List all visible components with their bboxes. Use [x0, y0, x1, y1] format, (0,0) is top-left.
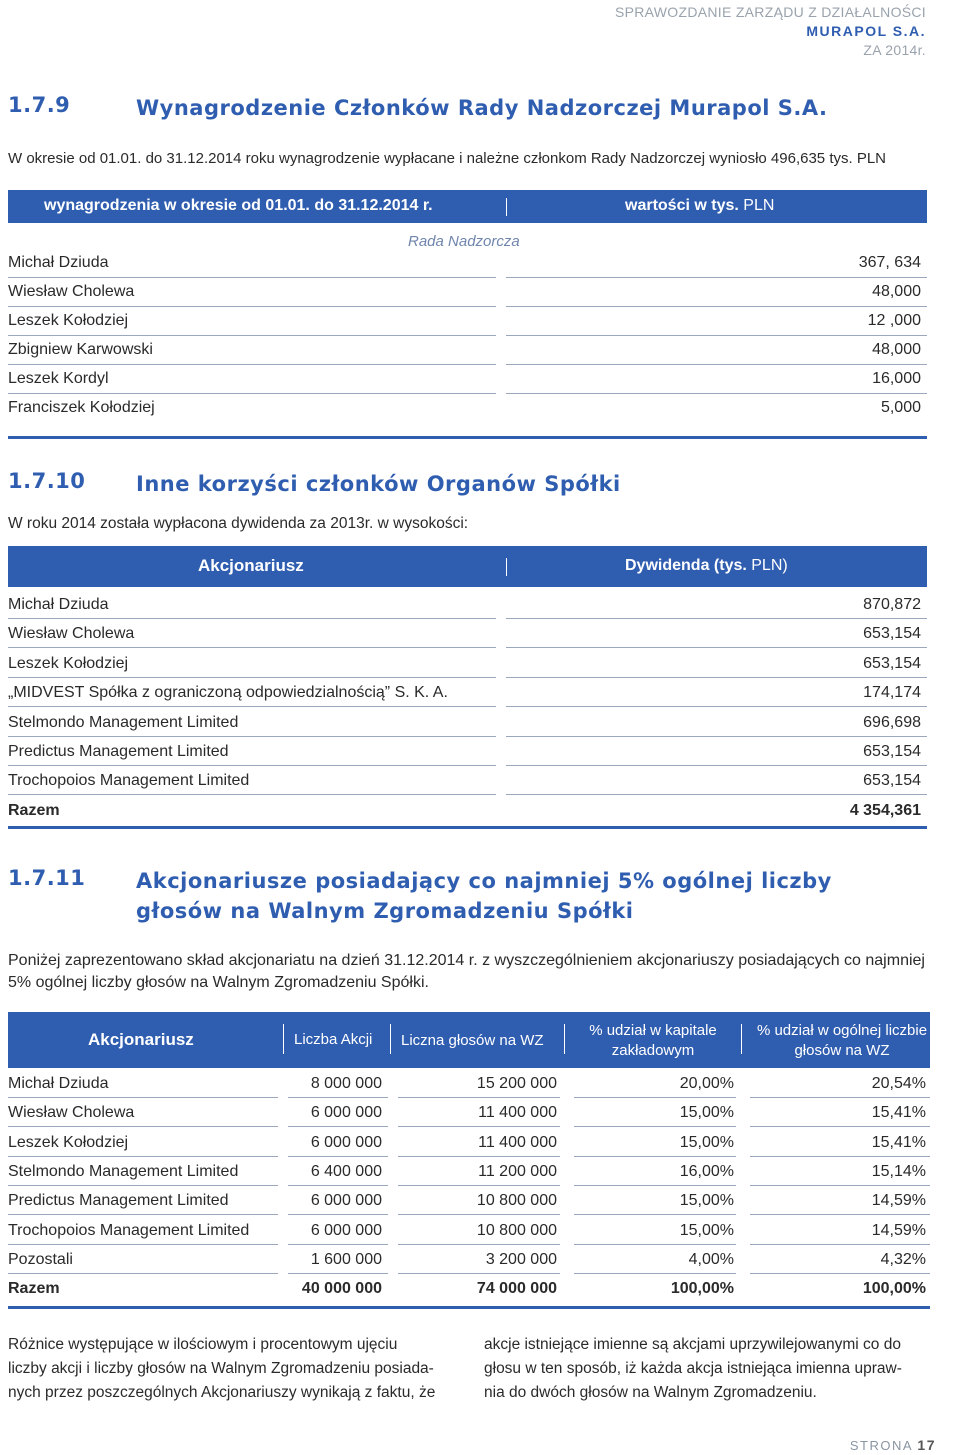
row-divider [398, 1126, 560, 1127]
table-header-bar [8, 546, 927, 587]
col-header-capital-share: % udział w kapitale zakładowym [589, 1022, 717, 1059]
capital-share-cell: 100,00% [670, 1280, 734, 1297]
shares-cell: 1 600 000 [310, 1251, 382, 1268]
col-header-vote-share: % udział w ogólnej liczbie głosów na WZ [756, 1022, 928, 1059]
vote-share-cell: 15,41% [871, 1104, 926, 1121]
remuneration-value: 16,000 [872, 370, 921, 387]
row-divider [750, 1214, 930, 1215]
note-right-column [484, 1333, 944, 1405]
dividend-table [8, 546, 927, 829]
section-intro-1711: Poniżej zaprezentowano skład akcjonariatu na dzień 31.12.2014 r. z wyszczególnieniem akcjonariuszy posiadających co najmniej 5% ogólnej liczby głosów na Walnym Zgromadzeniu Spółki. [8, 952, 925, 991]
company-name: MURAPOL S.A. [806, 23, 926, 39]
dividend-value: 870,872 [863, 596, 921, 613]
shareholder-name: Predictus Management Limited [8, 1192, 229, 1209]
shareholder-name: Leszek Kołodziej [8, 1134, 129, 1151]
capital-share-cell: 15,00% [679, 1134, 734, 1151]
header-dividend: Dywidenda (tys. PLN) [625, 557, 788, 574]
shareholder-name: Predictus Management Limited [8, 743, 229, 760]
shares-cell: 6 000 000 [310, 1134, 382, 1151]
row-divider [506, 647, 927, 648]
table-row [8, 1186, 930, 1215]
section-number: 1.7.9 [8, 93, 71, 117]
table-row [8, 248, 921, 277]
header-shareholder: Akcjonariusz [198, 556, 304, 575]
votes-cell: 74 000 000 [476, 1280, 557, 1297]
note-line: Różnice występujące w ilościowym i procentowym ujęciu [8, 1336, 398, 1353]
table-row [8, 335, 921, 364]
page-footer [850, 1437, 936, 1453]
shares-cell: 6 400 000 [310, 1163, 382, 1180]
remuneration-value: 48,000 [872, 341, 921, 358]
vote-share-cell: 15,14% [871, 1163, 926, 1180]
row-divider [8, 647, 496, 648]
row-divider [8, 794, 496, 795]
col-header-shareholder: Akcjonariusz [88, 1030, 194, 1049]
capital-share-cell: 4,00% [688, 1251, 734, 1268]
shares-cell: 40 000 000 [301, 1280, 382, 1297]
table-row [8, 619, 921, 648]
header-divider [506, 558, 507, 576]
report-year: ZA 2014r. [863, 42, 926, 58]
table-row [8, 1245, 930, 1274]
remuneration-value: 367, 634 [858, 254, 921, 271]
col-header-shares: Liczba Akcji [294, 1031, 373, 1048]
shareholder-name: Michał Dziuda [8, 596, 109, 613]
note-line: akcje istniejące imienne są akcjami uprzywilejowanymi co do [484, 1336, 901, 1353]
table-row [8, 1069, 930, 1098]
note-line: nych przez poszczególnych Akcjonariuszy wynikają z faktu, że [8, 1384, 436, 1401]
total-row [8, 796, 921, 825]
table-row [8, 678, 921, 707]
votes-cell: 10 800 000 [476, 1222, 557, 1239]
page-number: 17 [917, 1437, 936, 1453]
note-left-column [8, 1333, 458, 1405]
table-row [8, 277, 921, 306]
header-period: wynagrodzenia w okresie od 01.01. do 31.12.2014 r. [44, 197, 433, 214]
shareholder-name: Stelmondo Management Limited [8, 714, 239, 731]
table-row [8, 1157, 930, 1186]
section-heading-1711 [8, 866, 908, 930]
vote-share-cell: 15,41% [871, 1134, 926, 1151]
vote-share-cell: 4,32% [880, 1251, 926, 1268]
member-name: Wiesław Cholewa [8, 283, 135, 300]
col-header-votes: Liczna głosów na WZ [401, 1032, 544, 1049]
votes-cell: 11 200 000 [478, 1163, 557, 1180]
board-remuneration-table [8, 190, 927, 439]
member-name: Zbigniew Karwowski [8, 341, 153, 358]
dividend-value: 653,154 [863, 625, 921, 642]
note-line: głosu w ten sposób, iż każda akcja istniejąca imienna upraw- [484, 1360, 902, 1377]
member-name: Michał Dziuda [8, 254, 109, 271]
shareholders-table [8, 1012, 930, 1309]
table-row [8, 306, 921, 335]
section-number: 1.7.10 [8, 469, 86, 493]
table-row [8, 1128, 930, 1157]
note-line: liczby akcji i liczby głosów na Walnym Zgromadzeniu posiada- [8, 1360, 434, 1377]
shareholder-name: Stelmondo Management Limited [8, 1163, 239, 1180]
member-name: Leszek Kołodziej [8, 312, 129, 329]
section-title: Akcjonariusze posiadający co najmniej 5% ogólnej liczby głosów na Walnym Zgromadzeniu Spółki [136, 869, 832, 923]
vote-share-cell: 14,59% [871, 1192, 926, 1209]
row-divider [8, 1126, 278, 1127]
shareholder-name: Michał Dziuda [8, 1075, 109, 1092]
section-number: 1.7.11 [8, 866, 86, 890]
vote-share-cell: 20,54% [871, 1075, 926, 1092]
remuneration-value: 12 ,000 [867, 312, 921, 329]
shares-cell: 6 000 000 [310, 1104, 382, 1121]
total-row [8, 1274, 930, 1303]
col-divider [564, 1024, 565, 1054]
row-divider [288, 1126, 388, 1127]
capital-share-cell: 15,00% [679, 1192, 734, 1209]
table-row [8, 1216, 930, 1245]
shareholder-name: Pozostali [8, 1251, 73, 1268]
table-header-bar [8, 1012, 930, 1068]
remuneration-value: 5,000 [880, 399, 921, 416]
votes-cell: 11 400 000 [478, 1134, 557, 1151]
shareholder-name: Wiesław Cholewa [8, 625, 135, 642]
report-header [615, 3, 926, 60]
section-intro-179: W okresie od 01.01. do 31.12.2014 roku wynagrodzenie wypłacane i należne członkom Rady Nadzorczej wyniosło 496,635 tys. PLN [8, 150, 886, 167]
row-divider [398, 1214, 560, 1215]
section-heading-179 [8, 93, 908, 125]
table-row [8, 649, 921, 678]
capital-share-cell: 16,00% [679, 1163, 734, 1180]
row-divider [8, 1214, 278, 1215]
shareholder-name: Trochopoios Management Limited [8, 1222, 250, 1239]
table-row [8, 364, 921, 393]
col-divider [390, 1024, 391, 1054]
section-title: Inne korzyści członków Organów Spółki [136, 472, 621, 496]
row-divider [574, 1214, 736, 1215]
row-divider [506, 794, 927, 795]
capital-share-cell: 20,00% [679, 1075, 734, 1092]
vote-share-cell: 14,59% [871, 1222, 926, 1239]
dividend-value: 696,698 [863, 714, 921, 731]
dividend-value: 4 354,361 [849, 802, 921, 819]
shareholder-name: Razem [8, 1280, 60, 1297]
section-heading-1710 [8, 469, 908, 501]
capital-share-cell: 15,00% [679, 1222, 734, 1239]
row-divider [506, 706, 927, 707]
col-divider [741, 1024, 742, 1054]
table-row [8, 1098, 930, 1127]
votes-cell: 10 800 000 [476, 1192, 557, 1209]
capital-share-cell: 15,00% [679, 1104, 734, 1121]
row-divider [750, 1126, 930, 1127]
row-divider [288, 1214, 388, 1215]
section-title: Wynagrodzenie Członków Rady Nadzorczej Murapol S.A. [136, 96, 828, 120]
shares-cell: 8 000 000 [310, 1075, 382, 1092]
dividend-value: 653,154 [863, 655, 921, 672]
votes-cell: 3 200 000 [485, 1251, 557, 1268]
table-row [8, 393, 921, 422]
member-name: Franciszek Kołodziej [8, 399, 155, 416]
shareholder-name: „MIDVEST Spółka z ograniczoną odpowiedzialnością” S. K. A. [8, 684, 448, 701]
remuneration-value: 48,000 [872, 283, 921, 300]
member-name: Leszek Kordyl [8, 370, 109, 387]
shareholder-name: Razem [8, 802, 60, 819]
section-intro-1710: W roku 2014 została wypłacona dywidenda za 2013r. w wysokości: [8, 515, 469, 532]
votes-cell: 15 200 000 [476, 1075, 557, 1092]
table-header-bar [8, 190, 927, 223]
table-row [8, 590, 921, 619]
table-row [8, 737, 921, 766]
votes-cell: 11 400 000 [478, 1104, 557, 1121]
row-divider [8, 706, 496, 707]
page-label: STRONA [849, 1438, 913, 1453]
shares-cell: 6 000 000 [310, 1222, 382, 1239]
shareholder-name: Wiesław Cholewa [8, 1104, 135, 1121]
group-label: Rada Nadzorcza [408, 233, 520, 250]
shareholder-name: Leszek Kołodziej [8, 655, 129, 672]
vote-share-cell: 100,00% [862, 1280, 926, 1297]
table-row [8, 766, 921, 795]
dividend-value: 174,174 [863, 684, 921, 701]
header-divider [506, 198, 507, 216]
row-divider [574, 1126, 736, 1127]
dividend-value: 653,154 [863, 743, 921, 760]
report-title: SPRAWOZDANIE ZARZĄDU Z DZIAŁALNOŚCI [614, 4, 926, 20]
col-divider [283, 1024, 284, 1054]
note-line: nia do dwóch głosów na Walnym Zgromadzeniu. [484, 1384, 817, 1401]
table-row [8, 708, 921, 737]
shares-cell: 6 000 000 [310, 1192, 382, 1209]
header-unit: wartości w tys. PLN [625, 197, 775, 214]
shareholder-name: Trochopoios Management Limited [8, 772, 250, 789]
dividend-value: 653,154 [863, 772, 921, 789]
